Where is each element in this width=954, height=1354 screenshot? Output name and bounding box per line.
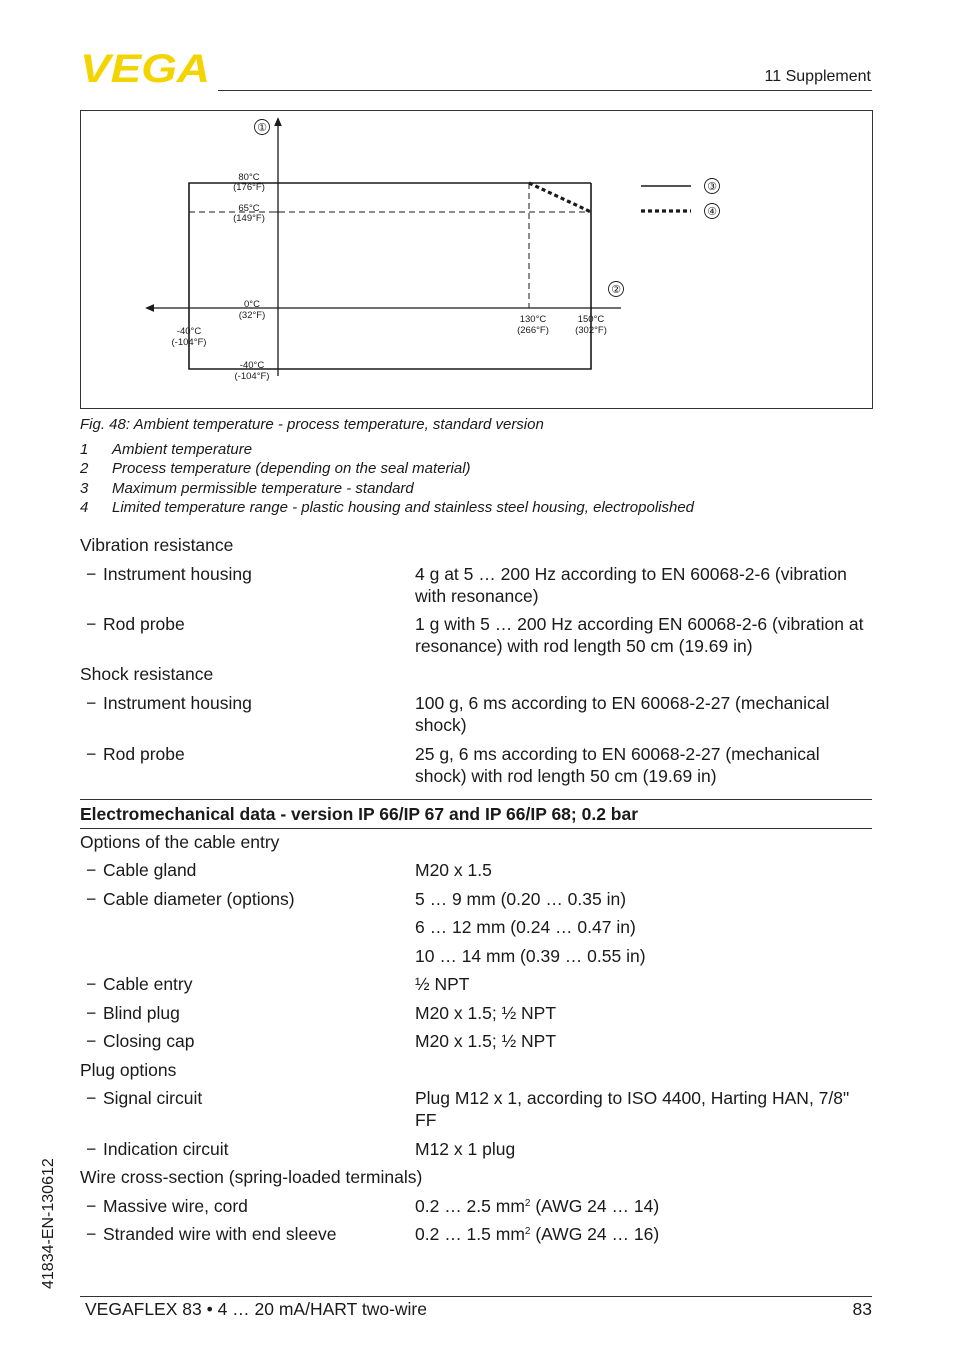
- spec-label: − Stranded wire with end sleeve: [86, 1224, 337, 1244]
- section-header: [80, 799, 872, 829]
- label-x-minus40c: -40°C: [176, 326, 202, 337]
- spec-value: 1 g with 5 … 200 Hz according EN 60068-2-6 (vibration at resonance) with rod length 50 cm (19.69 in): [415, 614, 864, 656]
- figure-caption: Fig. 48: Ambient temperature - process temperature, standard version: [80, 416, 544, 433]
- callout-3: ③: [707, 180, 717, 193]
- callout-4: ④: [707, 205, 717, 218]
- label-150c: 150°C: [577, 314, 605, 325]
- spec-label: − Closing cap: [86, 1031, 195, 1051]
- spec-value: 5 … 9 mm (0.20 … 0.35 in): [415, 889, 627, 909]
- footer-product: VEGAFLEX 83 • 4 … 20 mA/HART two-wire: [85, 1299, 427, 1319]
- spec-value: M20 x 1.5; ½ NPT: [415, 1003, 557, 1023]
- legend-text: Maximum permissible temperature - standard: [112, 480, 414, 497]
- spec-label: − Blind plug: [86, 1003, 180, 1023]
- label-149f: (149°F): [233, 213, 265, 224]
- spec-group-title: Options of the cable entry: [80, 832, 280, 852]
- spec-value: 100 g, 6 ms according to EN 60068-2-27 (mechanical shock): [415, 693, 830, 735]
- header-rule: [218, 90, 872, 91]
- spec-value: 0.2 … 2.5 $mm^2$ (AWG 24 … 14): [415, 1196, 660, 1216]
- spec-value: 25 g, 6 ms according to EN 60068-2-27 (mechanical shock) with rod length 50 cm (19.69 in): [415, 744, 820, 786]
- label-y-minus104f: (-104°F): [234, 371, 270, 382]
- spec-label: − Cable diameter (options): [86, 889, 295, 909]
- section-label: 11 Supplement: [764, 68, 871, 85]
- spec-group-title: Wire cross-section (spring-loaded terminals): [80, 1167, 423, 1187]
- callout-1: ①: [257, 121, 267, 134]
- spec-value: M12 x 1 plug: [415, 1139, 516, 1159]
- spec-value: 10 … 14 mm (0.39 … 0.55 in): [415, 946, 646, 966]
- document-id: 41834-EN-130612: [40, 1158, 57, 1289]
- spec-group-title: Vibration resistance: [80, 535, 234, 555]
- label-266f: (266°F): [517, 325, 549, 336]
- spec-group-title: Shock resistance: [80, 664, 214, 684]
- legend-number: 4: [80, 499, 89, 516]
- spec-label: − Indication circuit: [86, 1139, 229, 1159]
- spec-label: − Signal circuit: [86, 1088, 203, 1108]
- vega-logo-wordmark: VEGA: [80, 50, 210, 84]
- label-x-minus104f: (-104°F): [171, 337, 207, 348]
- spec-label: − Cable entry: [86, 974, 193, 994]
- spec-label: − Rod probe: [86, 744, 185, 764]
- spec-label: − Instrument housing: [86, 693, 252, 713]
- footer-rule: [80, 1296, 872, 1297]
- section-header-text: Electromechanical data - version IP 66/IP 67 and IP 66/IP 68; 0.2 bar: [80, 804, 639, 824]
- legend-item: [80, 499, 694, 516]
- diagram-svg: [81, 111, 872, 408]
- label-y-minus40c: -40°C: [239, 360, 265, 371]
- legend-item: [80, 480, 414, 497]
- legend-item: [80, 460, 471, 477]
- legend-number: 1: [80, 441, 89, 458]
- label-80c: 80°C: [238, 172, 260, 183]
- spec-value: M20 x 1.5: [415, 860, 492, 880]
- spec-label: − Instrument housing: [86, 564, 252, 584]
- spec-value: 6 … 12 mm (0.24 … 0.47 in): [415, 917, 636, 937]
- legend-text: Process temperature (depending on the seal material): [112, 460, 471, 477]
- spec-value: ½ NPT: [415, 974, 470, 994]
- spec-label: − Rod probe: [86, 614, 185, 634]
- limited-range-curve: [529, 183, 591, 212]
- spec-label: − Cable gland: [86, 860, 197, 880]
- spec-group-title: Plug options: [80, 1060, 177, 1080]
- temperature-diagram: [80, 110, 873, 409]
- legend-text: Limited temperature range - plastic housing and stainless steel housing, electropolished: [112, 499, 695, 516]
- spec-value: M20 x 1.5; ½ NPT: [415, 1031, 557, 1051]
- label-65c: 65°C: [238, 203, 260, 214]
- page-number: 83: [852, 1299, 872, 1319]
- spec-value: 0.2 … 1.5 $mm^2$ (AWG 24 … 16): [415, 1224, 660, 1244]
- legend-text: Ambient temperature: [112, 441, 253, 458]
- label-130c: 130°C: [519, 314, 547, 325]
- vega-logo: [80, 50, 212, 84]
- legend-number: 3: [80, 480, 89, 497]
- legend-item: [80, 441, 252, 458]
- label-176f: (176°F): [233, 182, 265, 193]
- spec-value: Plug M12 x 1, according to ISO 4400, Harting HAN, 7/8" FF: [415, 1088, 850, 1130]
- legend-number: 2: [80, 460, 89, 477]
- spec-label: − Massive wire, cord: [86, 1196, 248, 1216]
- spec-value: 4 g at 5 … 200 Hz according to EN 60068-2-6 (vibration with resonance): [415, 564, 847, 606]
- callout-2: ②: [611, 283, 621, 296]
- label-302f: (302°F): [575, 325, 607, 336]
- label-0c: 0°C: [244, 299, 260, 310]
- label-32f: (32°F): [238, 310, 266, 321]
